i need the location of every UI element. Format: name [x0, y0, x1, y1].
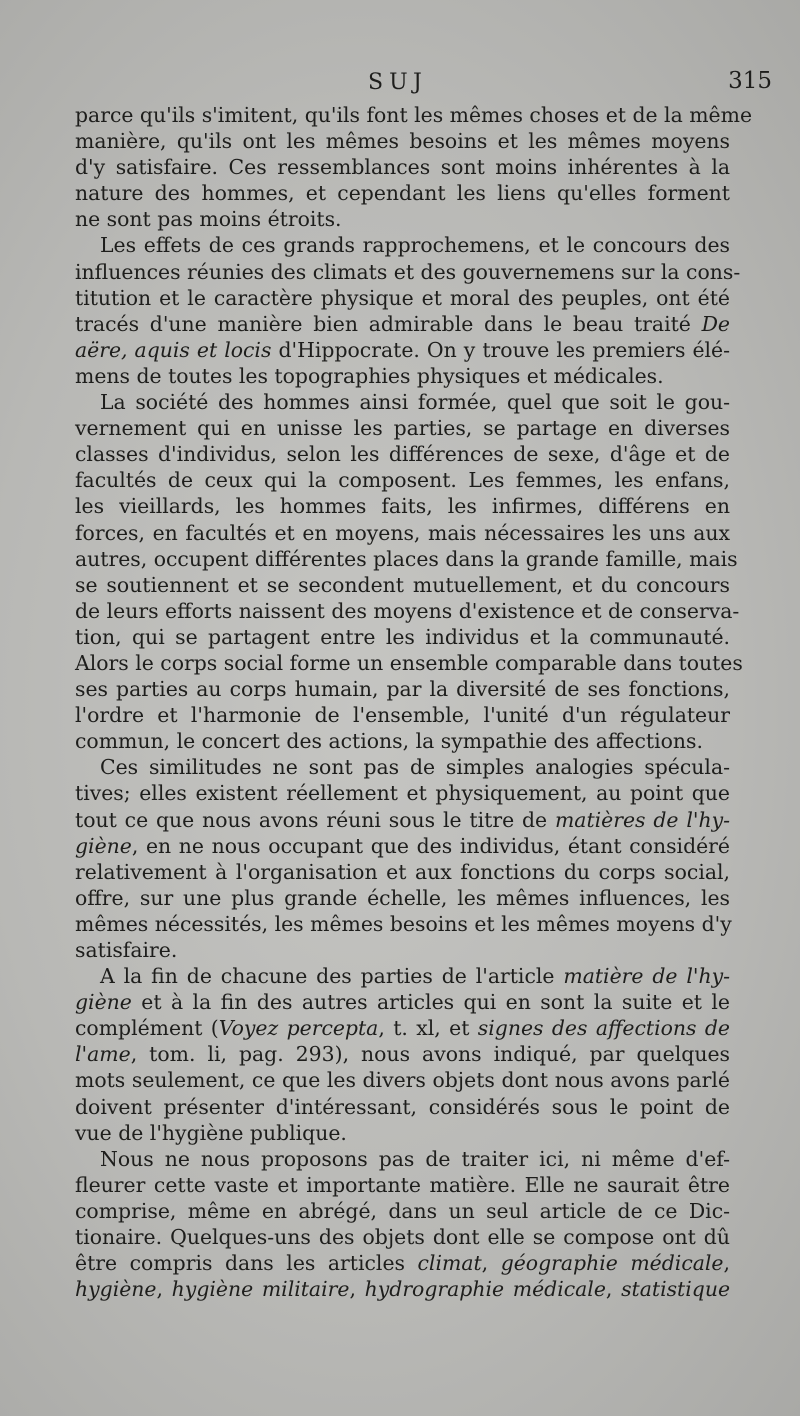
- italic-run: l'ame: [75, 1042, 131, 1067]
- text-line: [75, 102, 753, 128]
- text-line: [75, 311, 730, 337]
- text-line: [75, 467, 730, 493]
- text-run: de leurs efforts naissent des moyens d'existence et de conserva-: [75, 598, 740, 623]
- text-line: [75, 989, 730, 1015]
- text-run: ,: [481, 1251, 501, 1276]
- page-header: [0, 62, 800, 102]
- text-line: [75, 546, 738, 572]
- text-line: [75, 859, 730, 885]
- text-run: tout ce que nous avons réuni sous le titre de: [75, 807, 555, 832]
- text-run: mots seulement, ce que les divers objets dont nous avons parlé: [75, 1068, 730, 1093]
- text-line: [75, 1224, 730, 1250]
- text-line: [75, 1276, 730, 1302]
- italic-run: hygiène militaire: [171, 1277, 350, 1302]
- text-line: [75, 754, 730, 780]
- text-run: Les effets de ces grands rapprochemens, et le concours des: [100, 233, 730, 258]
- text-line: [75, 389, 730, 415]
- text-line: [75, 1146, 730, 1172]
- text-line: [75, 676, 730, 702]
- text-run: ,: [349, 1277, 365, 1302]
- italic-run: climat: [417, 1251, 482, 1276]
- text-run: tionaire. Quelques-uns des objets dont elle se compose ont dû: [75, 1225, 730, 1250]
- text-run: comprise, même en abrégé, dans un seul article de ce Dic-: [75, 1198, 730, 1223]
- page-number: 315: [728, 68, 772, 94]
- text-run: complément (: [75, 1016, 219, 1041]
- text-run: tracés d'une manière bien admirable dans le beau traité: [75, 311, 702, 336]
- text-run: fleurer cette vaste et importante matière. Elle ne saurait être: [75, 1172, 730, 1197]
- text-line: [75, 728, 730, 754]
- text-run: commun, le concert des actions, la sympathie des affections.: [75, 729, 703, 754]
- text-line: [75, 1172, 730, 1198]
- text-run: La société des hommes ainsi formée, quel que soit le gou-: [100, 390, 730, 415]
- text-run: ,: [156, 1277, 172, 1302]
- text-run: vernement qui en unisse les parties, se partage en diverses: [75, 416, 730, 441]
- text-run: tion, qui se partagent entre les individus et la communauté.: [75, 624, 730, 649]
- italic-run: statistique: [621, 1277, 731, 1302]
- text-run: ses parties au corps humain, par la diversité de ses fonctions,: [75, 677, 730, 702]
- text-run: influences réunies des climats et des gouvernemens sur la cons-: [75, 259, 741, 284]
- italic-run: matières de l'hy-: [554, 807, 730, 832]
- text-line: [75, 911, 730, 937]
- italic-run: signes des affections de: [477, 1016, 730, 1041]
- text-run: d'y satisfaire. Ces ressemblances sont moins inhérentes à la: [75, 155, 730, 180]
- text-run: titution et le caractère physique et moral des peuples, ont été: [75, 285, 730, 310]
- text-line: [75, 650, 743, 676]
- text-line: [75, 180, 730, 206]
- text-line: [75, 232, 730, 258]
- text-run: Nous ne nous proposons pas de traiter ici, ni même d'ef-: [100, 1146, 730, 1171]
- text-run: ,: [605, 1277, 622, 1302]
- text-line: [75, 1198, 730, 1224]
- text-line: [75, 259, 741, 285]
- text-run: mens de toutes les topographies physiques et médicales.: [75, 363, 664, 388]
- text-run: ,: [723, 1251, 730, 1276]
- italic-run: giène: [75, 833, 132, 858]
- text-run: les vieillards, les hommes faits, les infirmes, différens en: [75, 494, 730, 519]
- text-line: [75, 337, 730, 363]
- text-line: [75, 128, 730, 154]
- text-line: [75, 1250, 730, 1276]
- text-run: et à la fin des autres articles qui en sont la suite et le: [131, 990, 730, 1015]
- text-line: [75, 1041, 730, 1067]
- text-run: vue de l'hygiène publique.: [75, 1120, 347, 1145]
- text-run: relativement à l'organisation et aux fonctions du corps social,: [75, 859, 730, 884]
- text-line: [75, 702, 730, 728]
- text-run: , tom. li, pag. 293), nous avons indiqué, par quelques: [130, 1042, 730, 1067]
- italic-run: De: [701, 311, 730, 336]
- text-run: classes d'individus, selon les différences de sexe, d'âge et de: [75, 442, 730, 467]
- text-run: parce qu'ils s'imitent, qu'ils font les mêmes choses et de la même: [75, 103, 753, 127]
- text-line: [75, 363, 730, 389]
- text-run: , en ne nous occupant que des individus, étant considéré: [131, 833, 730, 858]
- text-line: [75, 441, 730, 467]
- text-line: [75, 206, 730, 232]
- text-run: se soutiennent et se secondent mutuellement, et du concours: [75, 572, 730, 597]
- text-line: [75, 1094, 730, 1120]
- italic-run: géographie médicale: [500, 1251, 724, 1276]
- text-line: [75, 1120, 730, 1146]
- text-run: Alors le corps social forme un ensemble comparable dans toutes: [75, 650, 743, 675]
- text-run: manière, qu'ils ont les mêmes besoins et les mêmes moyens: [75, 129, 730, 154]
- text-run: facultés de ceux qui la composent. Les femmes, les enfans,: [75, 468, 730, 493]
- text-run: mêmes nécessités, les mêmes besoins et les mêmes moyens d'y: [75, 911, 732, 936]
- text-run: tives; elles existent réellement et physiquement, au point que: [75, 781, 730, 806]
- text-line: [75, 937, 730, 963]
- italic-run: Voyez percepta: [218, 1016, 379, 1041]
- text-line: [75, 807, 730, 833]
- text-run: Ces similitudes ne sont pas de simples analogies spécula-: [100, 755, 730, 780]
- text-run: ne sont pas moins étroits.: [75, 207, 342, 232]
- text-run: A la fin de chacune des parties de l'article: [100, 964, 564, 989]
- italic-run: matière de l'hy-: [563, 964, 731, 989]
- text-line: [75, 780, 730, 806]
- text-run: forces, en facultés et en moyens, mais nécessaires les uns aux: [75, 520, 730, 545]
- body-text: [75, 102, 753, 1302]
- text-line: [75, 154, 730, 180]
- text-line: [75, 598, 740, 624]
- text-run: nature des hommes, et cependant les liens qu'elles forment: [75, 181, 730, 206]
- text-run: doivent présenter d'intéressant, considérés sous le point de: [75, 1094, 730, 1119]
- italic-run: aëre, aquis et locis: [75, 337, 272, 362]
- text-run: autres, occupent différentes places dans la grande famille, mais: [75, 546, 738, 571]
- text-line: [75, 285, 730, 311]
- text-run: d'Hippocrate. On y trouve les premiers élé-: [271, 337, 730, 362]
- text-line: [75, 1067, 730, 1093]
- text-line: [75, 833, 730, 859]
- italic-run: hydrographie médicale: [364, 1277, 606, 1302]
- italic-run: giène: [75, 990, 132, 1015]
- text-run: satisfaire.: [75, 938, 178, 962]
- text-line: [75, 624, 730, 650]
- text-line: [75, 1015, 730, 1041]
- text-run: offre, sur une plus grande échelle, les mêmes influences, les: [75, 885, 730, 910]
- text-run: , t. xl, et: [378, 1016, 478, 1041]
- text-line: [75, 520, 730, 546]
- italic-run: hygiène: [75, 1277, 157, 1302]
- text-line: [75, 493, 730, 519]
- text-line: [75, 572, 730, 598]
- text-line: [75, 963, 730, 989]
- text-run: être compris dans les articles: [75, 1251, 418, 1276]
- running-head: SUJ: [368, 70, 428, 95]
- text-run: l'ordre et l'harmonie de l'ensemble, l'unité d'un régulateur: [75, 703, 730, 728]
- text-line: [75, 885, 730, 911]
- text-line: [75, 415, 730, 441]
